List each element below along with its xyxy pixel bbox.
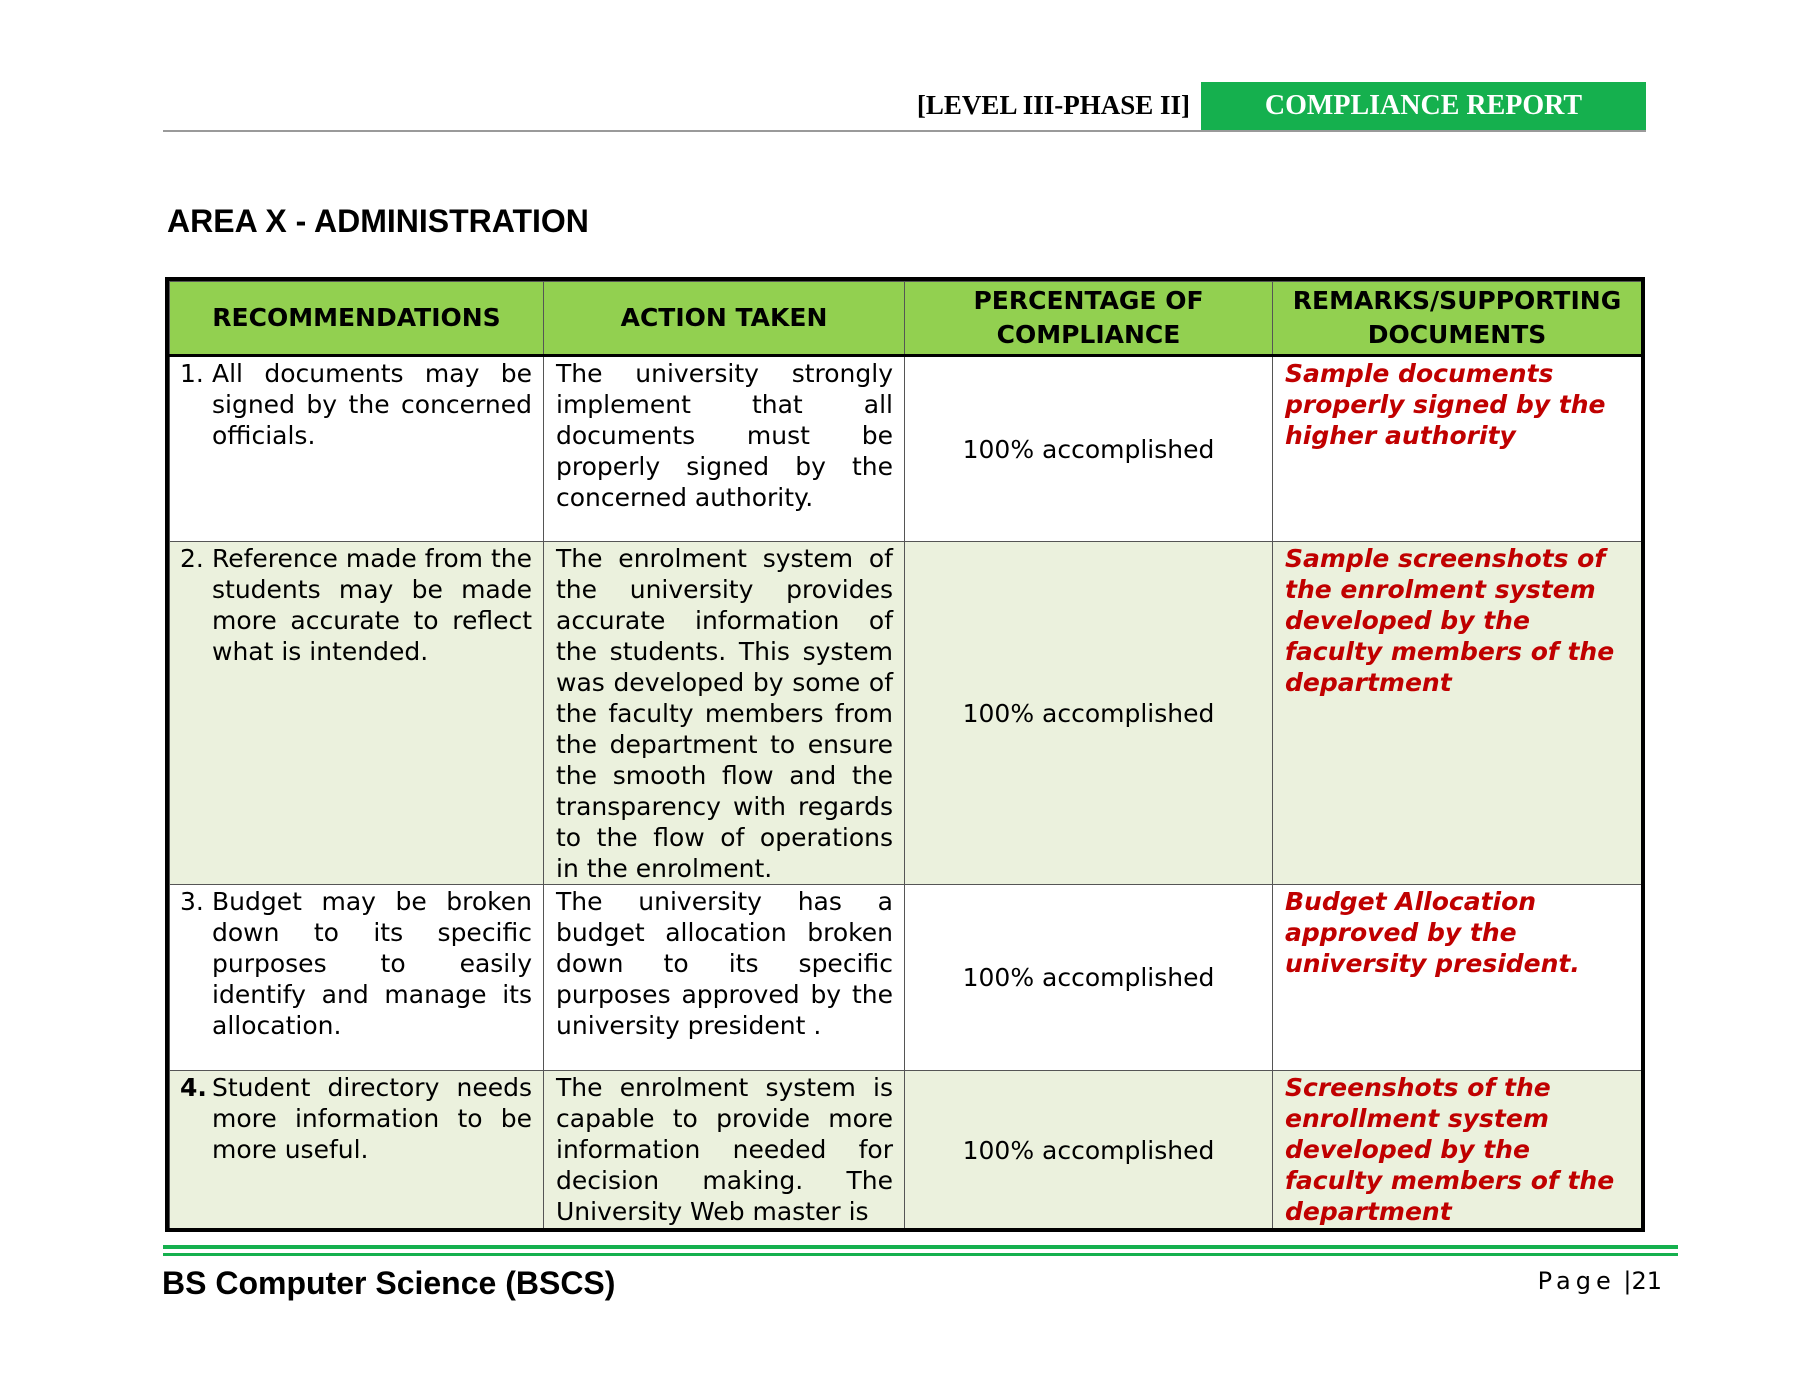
recommendation-cell: [170, 1071, 544, 1231]
level-phase-label: [LEVEL III-PHASE II]: [916, 90, 1190, 120]
row-number: 4.: [180, 1073, 207, 1102]
page-indicator: [1538, 1267, 1662, 1295]
recommendation-text: Student directory needs more information to be more useful.: [212, 1073, 532, 1164]
row-number: 1.: [180, 359, 204, 388]
percentage-text: 100% accomplished: [962, 434, 1215, 464]
remarks-text: Screenshots of the enrollment system developed by the faculty members of the department: [1285, 1073, 1615, 1226]
table-row: [170, 542, 1642, 885]
percentage-text: 100% accomplished: [962, 1136, 1215, 1165]
recommendation-cell: [170, 542, 544, 885]
table-row: [170, 1071, 1642, 1231]
column-header-percentage: PERCENTAGE OF COMPLIANCE: [905, 282, 1273, 356]
page-label: Page: [1537, 1267, 1616, 1295]
remarks-cell: [1273, 542, 1642, 885]
program-name: BS Computer Science (BSCS): [162, 1265, 616, 1301]
recommendation-text: All documents may be signed by the concerned officials.: [212, 359, 532, 450]
remarks-cell: [1273, 1071, 1642, 1231]
footer-rule-bottom: [163, 1253, 1678, 1256]
table-row: [170, 356, 1642, 542]
table-header-row: [170, 282, 1642, 356]
column-header-remarks: REMARKS/SUPPORTING DOCUMENTS: [1273, 282, 1642, 356]
report-title-banner: [1201, 82, 1646, 130]
column-header-action-taken: ACTION TAKEN: [544, 282, 905, 356]
recommendation-cell: [170, 356, 544, 542]
recommendation-cell: [170, 885, 544, 1071]
row-number: 3.: [180, 887, 204, 916]
action-text: The enrolment system is capable to provide more information needed for decision making. The University Web master is: [556, 1073, 893, 1226]
remarks-text: Sample documents properly signed by the higher authority: [1285, 359, 1606, 450]
report-title: COMPLIANCE REPORT: [1264, 90, 1583, 121]
remarks-cell: [1273, 356, 1642, 542]
column-header-recommendations: RECOMMENDATIONS: [170, 282, 544, 356]
action-text: The enrolment system of the university provides accurate information of the students. This system was developed by some of the faculty members from the department to ensure the smooth flow and the transparency with regards to the flow of operations in the enrolment.: [556, 544, 893, 883]
percentage-text: 100% accomplished: [962, 963, 1215, 992]
remarks-cell: [1273, 885, 1642, 1071]
percentage-cell: [905, 356, 1273, 542]
page-number: 21: [1631, 1267, 1662, 1295]
percentage-text: 100% accomplished: [962, 698, 1215, 728]
percentage-cell: [905, 1071, 1273, 1231]
page-separator: |: [1623, 1267, 1632, 1295]
recommendation-text: Reference made from the students may be made more accurate to reflect what is intended.: [212, 544, 532, 666]
percentage-cell: [905, 542, 1273, 885]
action-cell: [544, 542, 905, 885]
footer-rule-top: [163, 1245, 1678, 1249]
action-cell: [544, 1071, 905, 1231]
row-number: 2.: [180, 544, 204, 573]
remarks-text: Sample screenshots of the enrolment system developed by the faculty members of the department: [1285, 544, 1615, 697]
remarks-text: Budget Allocation approved by the university president.: [1285, 887, 1580, 978]
action-text: The university strongly implement that all documents must be properly signed by the concerned authority.: [556, 359, 893, 512]
action-text: The university has a budget allocation broken down to its specific purposes approved by the university president .: [556, 887, 893, 1040]
table-row: [170, 885, 1642, 1071]
area-title: AREA X - ADMINISTRATION: [167, 203, 589, 239]
compliance-table: [165, 277, 1645, 1232]
action-cell: [544, 356, 905, 542]
action-cell: [544, 885, 905, 1071]
header-divider: [163, 130, 1646, 132]
percentage-cell: [905, 885, 1273, 1071]
recommendation-text: Budget may be broken down to its specific purposes to easily identify and manage its allocation.: [212, 887, 532, 1040]
